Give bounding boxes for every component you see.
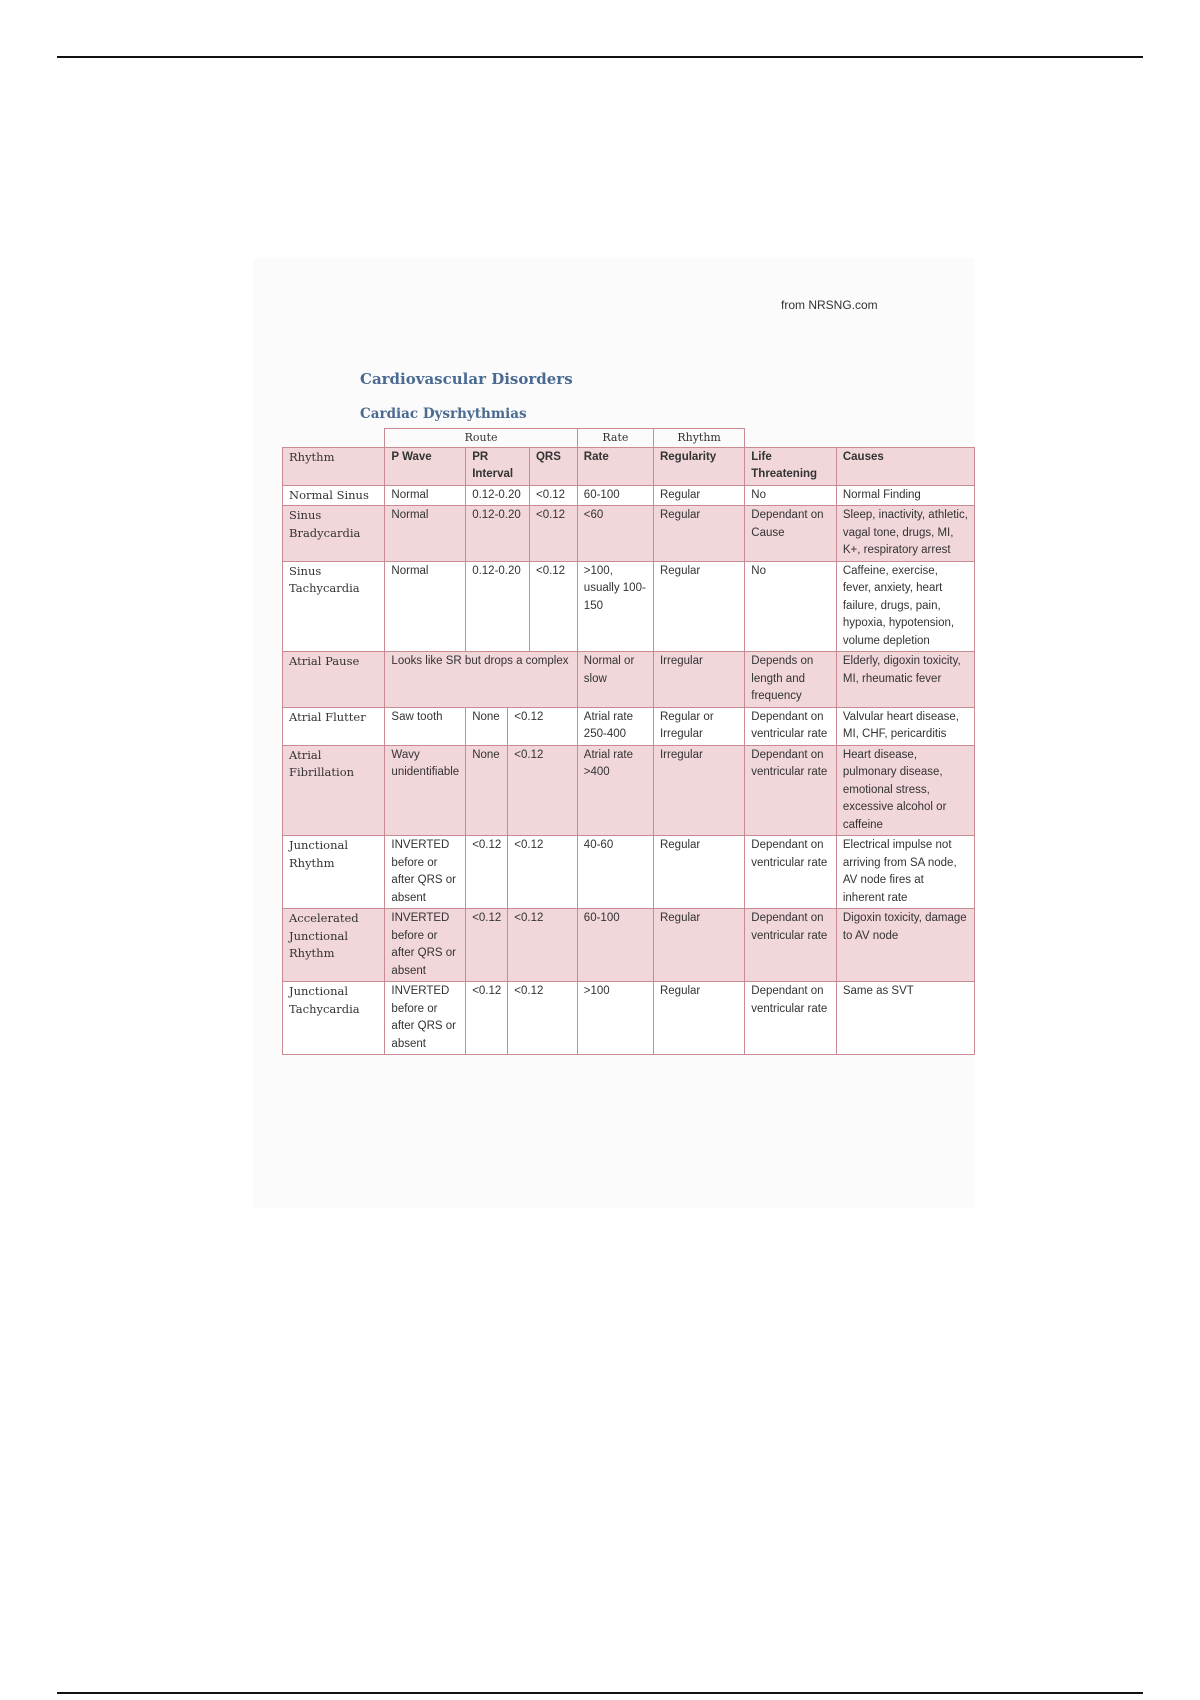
- table-row: [283, 652, 975, 708]
- cell-causes: Sleep, inactivity, athletic, vagal tone, drugs, MI, K+, respiratory arrest: [836, 506, 974, 562]
- cell-life-threatening: Dependant on ventricular rate: [745, 836, 837, 909]
- cell-rhythm: Accelerated Junctional Rhythm: [283, 909, 385, 982]
- col-header-regularity: Regularity: [653, 447, 744, 485]
- cell-causes: Caffeine, exercise, fever, anxiety, heart failure, drugs, pain, hypoxia, hypotension, volume depletion: [836, 561, 974, 652]
- cell-p-wave: INVERTED before or after QRS or absent: [385, 909, 466, 982]
- cell-rate: >100: [577, 982, 653, 1055]
- cell-regularity: Regular: [653, 485, 744, 506]
- cell-rhythm: Atrial Fibrillation: [283, 745, 385, 836]
- table-row: [283, 982, 975, 1055]
- cell-regularity: Regular: [653, 561, 744, 652]
- cell-qrs: <0.12: [508, 909, 578, 982]
- cell-life-threatening: Dependant on Cause: [745, 506, 837, 562]
- cell-p-wave: INVERTED before or after QRS or absent: [385, 836, 466, 909]
- source-credit: from NRSNG.com: [781, 298, 878, 312]
- col-header-p-wave: P Wave: [385, 447, 466, 485]
- cell-causes: Electrical impulse not arriving from SA node, AV node fires at inherent rate: [836, 836, 974, 909]
- table-row: [283, 707, 975, 745]
- cell-pr-interval: 0.12-0.20: [466, 485, 530, 506]
- cell-pr-interval: <0.12: [466, 836, 508, 909]
- col-header-qrs: QRS: [529, 447, 577, 485]
- table-row: [283, 561, 975, 652]
- cell-route-merged: Looks like SR but drops a complex: [385, 652, 577, 708]
- cell-p-wave: INVERTED before or after QRS or absent: [385, 982, 466, 1055]
- cell-rhythm: Sinus Bradycardia: [283, 506, 385, 562]
- table-row: [283, 909, 975, 982]
- cell-regularity: Irregular: [653, 745, 744, 836]
- cell-qrs: <0.12: [529, 485, 577, 506]
- cell-rhythm: Atrial Pause: [283, 652, 385, 708]
- col-header-pr-interval: PR Interval: [466, 447, 530, 485]
- cell-life-threatening: Dependant on ventricular rate: [745, 982, 837, 1055]
- cell-pr-interval: 0.12-0.20: [466, 506, 530, 562]
- header-rule: [57, 56, 1143, 58]
- dysrhythmia-table: [282, 428, 975, 1055]
- cell-regularity: Regular: [653, 506, 744, 562]
- group-route: Route: [385, 429, 577, 448]
- cell-causes: Valvular heart disease, MI, CHF, pericarditis: [836, 707, 974, 745]
- scanned-sheet: [253, 258, 975, 1208]
- cell-regularity: Irregular: [653, 652, 744, 708]
- col-header-life-threatening: Life Threatening: [745, 447, 837, 485]
- table-row: [283, 485, 975, 506]
- cell-causes: Same as SVT: [836, 982, 974, 1055]
- cell-rate: Atrial rate 250-400: [577, 707, 653, 745]
- group-header-row: [283, 429, 975, 448]
- cell-rhythm: Junctional Rhythm: [283, 836, 385, 909]
- table-row: [283, 836, 975, 909]
- cell-rhythm: Junctional Tachycardia: [283, 982, 385, 1055]
- cell-pr-interval: 0.12-0.20: [466, 561, 530, 652]
- page-title: Cardiovascular Disorders: [360, 370, 573, 388]
- cell-pr-interval: None: [466, 745, 508, 836]
- cell-qrs: <0.12: [529, 506, 577, 562]
- cell-p-wave: Normal: [385, 506, 466, 562]
- cell-causes: Elderly, digoxin toxicity, MI, rheumatic fever: [836, 652, 974, 708]
- cell-rhythm: Sinus Tachycardia: [283, 561, 385, 652]
- section-title: Cardiac Dysrhythmias: [360, 406, 527, 422]
- group-rhythm: Rhythm: [653, 429, 744, 448]
- cell-life-threatening: No: [745, 561, 837, 652]
- cell-life-threatening: Depends on length and frequency: [745, 652, 837, 708]
- col-header-causes: Causes: [836, 447, 974, 485]
- cell-rate: >100, usually 100-150: [577, 561, 653, 652]
- cell-p-wave: Normal: [385, 561, 466, 652]
- table-row: [283, 506, 975, 562]
- cell-causes: Digoxin toxicity, damage to AV node: [836, 909, 974, 982]
- cell-rate: 40-60: [577, 836, 653, 909]
- cell-p-wave: Wavy unidentifiable: [385, 745, 466, 836]
- cell-qrs: <0.12: [508, 982, 578, 1055]
- cell-regularity: Regular or Irregular: [653, 707, 744, 745]
- col-header-rhythm: Rhythm: [283, 447, 385, 485]
- cell-causes: Heart disease, pulmonary disease, emotional stress, excessive alcohol or caffeine: [836, 745, 974, 836]
- cell-rate: <60: [577, 506, 653, 562]
- cell-rhythm: Normal Sinus: [283, 485, 385, 506]
- cell-p-wave: Saw tooth: [385, 707, 466, 745]
- table-row: [283, 745, 975, 836]
- cell-pr-interval: <0.12: [466, 909, 508, 982]
- cell-pr-interval: <0.12: [466, 982, 508, 1055]
- cell-life-threatening: No: [745, 485, 837, 506]
- cell-life-threatening: Dependant on ventricular rate: [745, 745, 837, 836]
- cell-qrs: <0.12: [508, 745, 578, 836]
- group-rate: Rate: [577, 429, 653, 448]
- cell-causes: Normal Finding: [836, 485, 974, 506]
- cell-rhythm: Atrial Flutter: [283, 707, 385, 745]
- cell-p-wave: Normal: [385, 485, 466, 506]
- col-header-rate: Rate: [577, 447, 653, 485]
- column-header-row: [283, 447, 975, 485]
- cell-qrs: <0.12: [508, 836, 578, 909]
- cell-life-threatening: Dependant on ventricular rate: [745, 707, 837, 745]
- cell-regularity: Regular: [653, 982, 744, 1055]
- cell-rate: 60-100: [577, 485, 653, 506]
- cell-rate: Atrial rate >400: [577, 745, 653, 836]
- cell-pr-interval: None: [466, 707, 508, 745]
- cell-life-threatening: Dependant on ventricular rate: [745, 909, 837, 982]
- cell-qrs: <0.12: [529, 561, 577, 652]
- cell-regularity: Regular: [653, 836, 744, 909]
- cell-regularity: Regular: [653, 909, 744, 982]
- cell-rate: Normal or slow: [577, 652, 653, 708]
- footer-rule: [57, 1692, 1143, 1694]
- cell-qrs: <0.12: [508, 707, 578, 745]
- cell-rate: 60-100: [577, 909, 653, 982]
